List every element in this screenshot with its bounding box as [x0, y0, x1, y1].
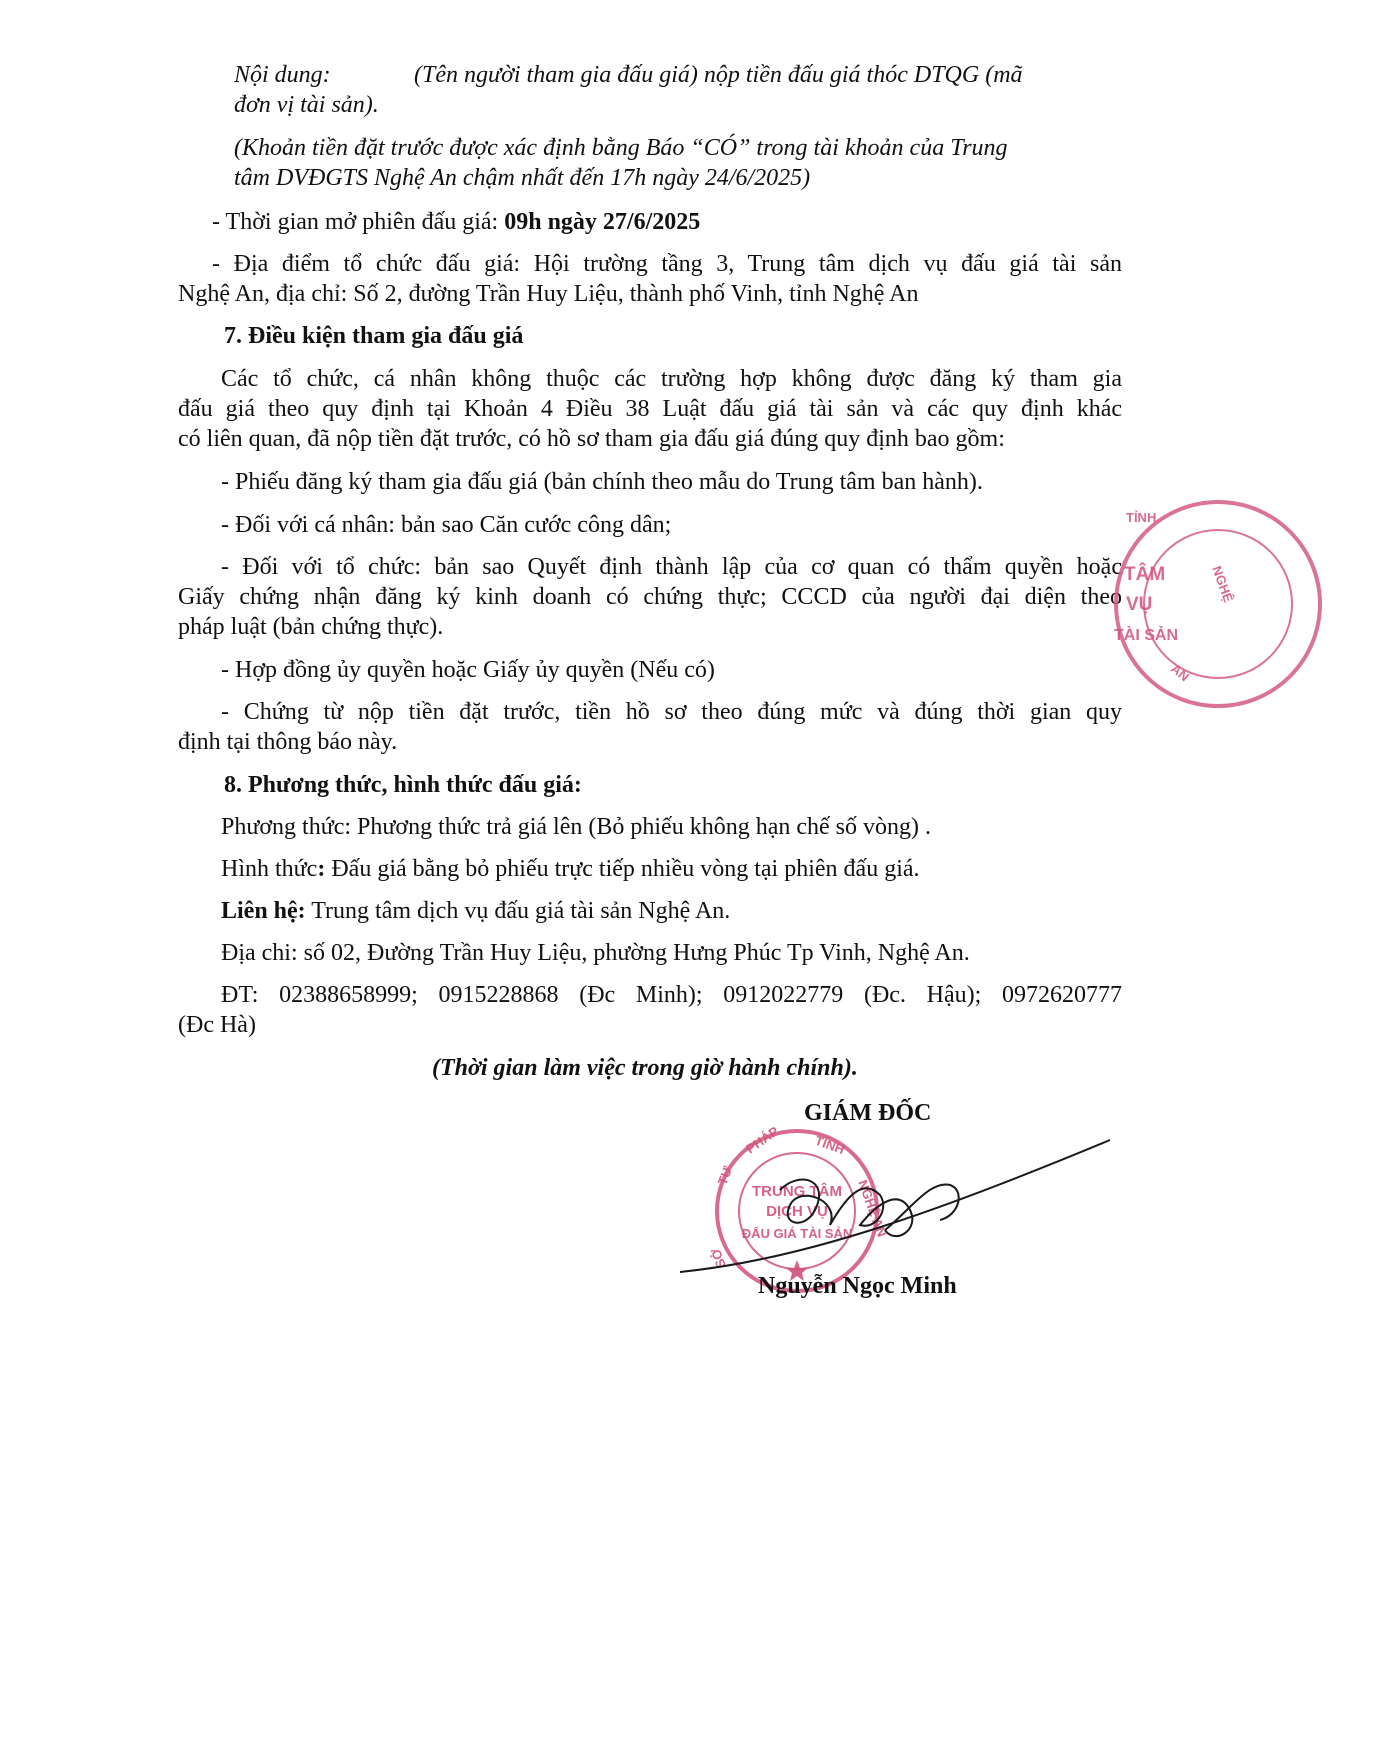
s8-address: Địa chi: số 02, Đường Trần Huy Liệu, phường Hưng Phúc Tp Vinh, Nghệ An. [221, 940, 970, 966]
noi-dung-cont: đơn vị tài sản). [234, 92, 379, 118]
s8-contact-label: Liên hệ: [221, 898, 306, 924]
s7-item-5-line1: - Chứng từ nộp tiền đặt trước, tiền hồ sơ theo đúng mức và đúng thời gian quy [221, 699, 1122, 725]
s7-item-3-line3: pháp luật (bản chứng thực). [178, 614, 444, 640]
s8-phone-line2: (Đc Hà) [178, 1012, 256, 1038]
side-seal-l1: TÂM [1124, 564, 1166, 585]
s7-item-4: - Hợp đồng ủy quyền hoặc Giấy ủy quyền (Nếu có) [221, 657, 715, 683]
deposit-note-line1: (Khoản tiền đặt trước được xác định bằng Báo “CÓ” trong tài khoản của Trung [234, 135, 1008, 161]
seal-line3: ĐẤU GIÁ TÀI SẢN [741, 1226, 853, 1241]
seal-line1: TRUNG TÂM [752, 1183, 842, 1200]
s7-item-5-line2: định tại thông báo này. [178, 729, 398, 755]
seal-right: NGHỆ AN [855, 1177, 890, 1239]
auction-time-label: - Thời gian mở phiên đấu giá: [212, 209, 505, 235]
auction-time-value: 09h ngày 27/6/2025 [504, 209, 701, 235]
signature-title: GIÁM ĐỐC [804, 1100, 932, 1126]
section-8-heading: 8. Phương thức, hình thức đấu giá: [224, 772, 582, 798]
side-seal-right: NGHỆ [1209, 563, 1237, 605]
auction-place-line1: - Địa điểm tổ chức đấu giá: Hội trường tầng 3, Trung tâm dịch vụ đấu giá tài sản [212, 251, 1122, 277]
seal-top3: TỈNH [812, 1132, 847, 1158]
s8-contact-line [221, 896, 1165, 926]
seal-left: SỞ [707, 1246, 729, 1271]
seal-top1: TƯ [714, 1164, 736, 1188]
s8-method: Phương thức: Phương thức trả giá lên (Bỏ phiếu không hạn chế số vòng) . [221, 814, 931, 840]
s7-item-2: - Đối với cá nhân: bản sao Căn cước công dân; [221, 512, 672, 538]
s7-item-3-line2: Giấy chứng nhận đăng ký kinh doanh có chứng thực; CCCD của người đại diện theo [178, 584, 1122, 610]
deposit-note-line2: tâm DVĐGTS Nghệ An chậm nhất đến 17h ngày 24/6/2025) [234, 165, 811, 191]
noi-dung-text: (Tên người tham gia đấu giá) nộp tiền đấu giá thóc DTQG (mã [414, 62, 1023, 88]
auction-time-line [212, 207, 1156, 237]
s8-form-colon: : [317, 856, 326, 882]
s7-paragraph-line3: có liên quan, đã nộp tiền đặt trước, có hồ sơ tham gia đấu giá đúng quy định bao gồm: [178, 426, 1005, 452]
side-seal-l3: TÀI SẢN [1114, 627, 1178, 644]
signer-name: Nguyễn Ngọc Minh [758, 1273, 957, 1299]
seal-line2: DỊCH VỤ [766, 1203, 828, 1220]
s7-paragraph-line2: đấu giá theo quy định tại Khoản 4 Điều 38 Luật đấu giá tài sản và các quy định khác [178, 396, 1122, 422]
seal-top2: PHÁP [743, 1123, 782, 1157]
noi-dung-line [178, 60, 1122, 90]
s8-form-value: Đấu giá bằng bỏ phiếu trực tiếp nhiều vòng tại phiên đấu giá. [325, 856, 920, 882]
side-seal-icon [1112, 498, 1241, 710]
s7-paragraph-line1: Các tổ chức, cá nhân không thuộc các trường hợp không được đăng ký tham gia [221, 366, 1122, 392]
s8-form-line [221, 854, 1165, 884]
side-seal-bottom: AN [1168, 660, 1193, 685]
s8-form-label: Hình thức [221, 856, 318, 882]
section-7-heading: 7. Điều kiện tham gia đấu giá [224, 323, 524, 349]
auction-place-line2: Nghệ An, địa chỉ: Số 2, đường Trần Huy Liệu, thành phố Vinh, tỉnh Nghệ An [178, 281, 919, 307]
s7-item-3-line1: - Đối với tổ chức: bản sao Quyết định thành lập của cơ quan có thẩm quyền hoặc [221, 554, 1122, 580]
working-hours-note: (Thời gian làm việc trong giờ hành chính). [432, 1055, 858, 1081]
side-seal-top: TỈNH [1126, 510, 1157, 525]
side-seal-l2: VỤ [1126, 594, 1153, 615]
signature-scribble-icon [680, 1130, 1120, 1290]
s8-phone-line1: ĐT: 02388658999; 0915228868 (Đc Minh); 0912022779 (Đc. Hậu); 0972620777 [221, 982, 1122, 1008]
s8-contact-value: Trung tâm dịch vụ đấu giá tài sản Nghệ An. [305, 898, 731, 924]
noi-dung-label: Nội dung: [234, 62, 331, 88]
s7-item-1: - Phiếu đăng ký tham gia đấu giá (bản chính theo mẫu do Trung tâm ban hành). [221, 469, 983, 495]
